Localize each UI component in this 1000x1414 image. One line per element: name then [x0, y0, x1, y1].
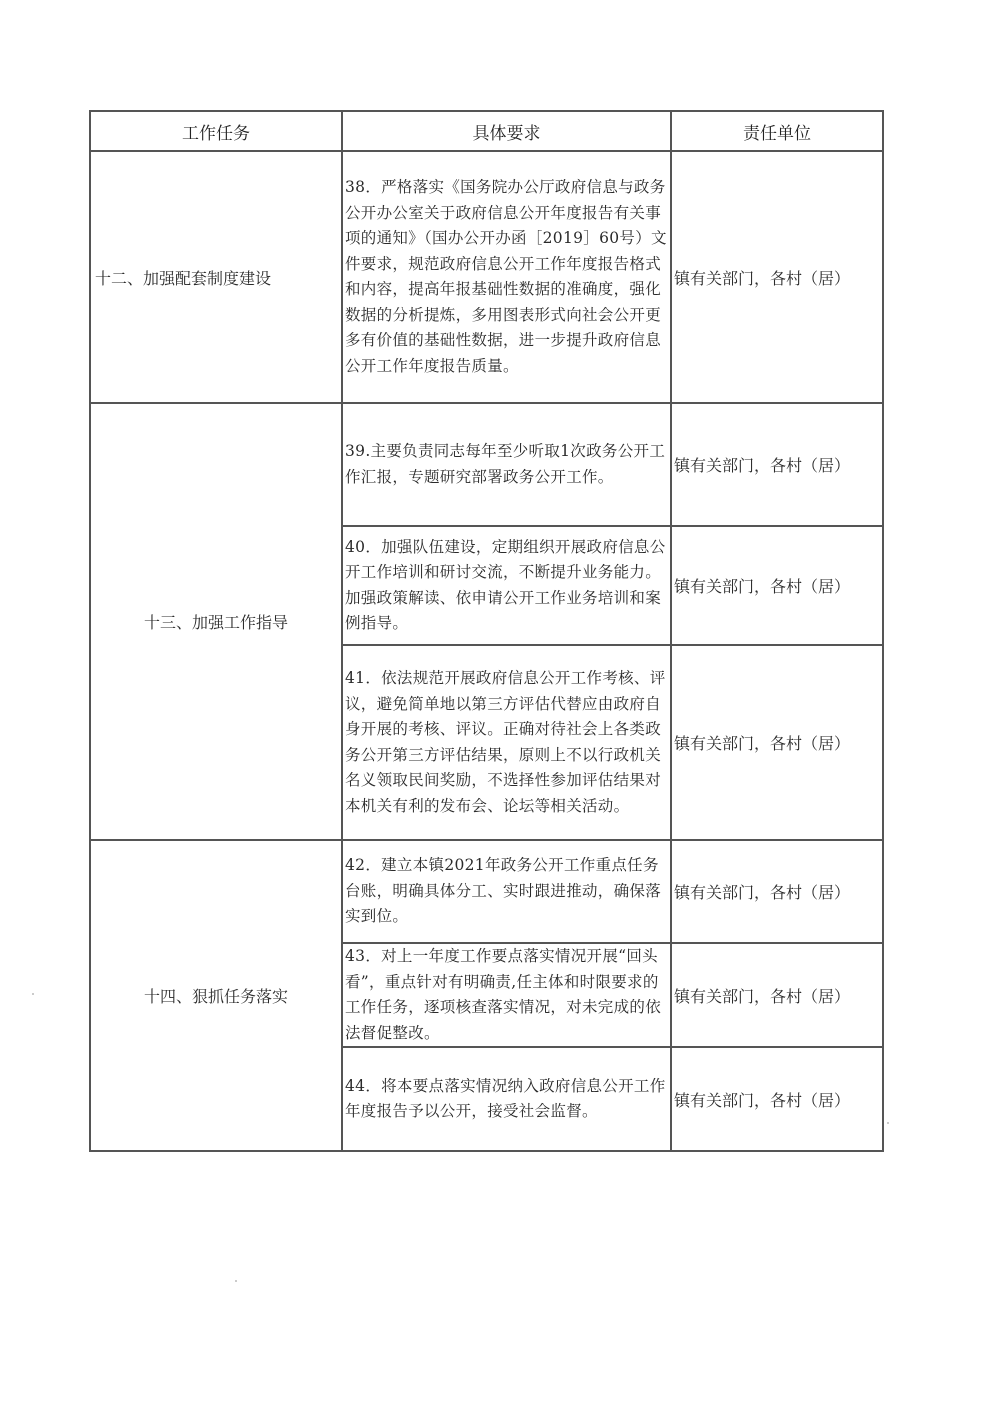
unit-cell: 镇有关部门，各村（居）	[671, 526, 883, 645]
task-cell: 十二、加强配套制度建设	[90, 151, 342, 403]
table-header-row	[90, 111, 883, 151]
table-row	[90, 840, 883, 943]
unit-cell: 镇有关部门，各村（居）	[671, 645, 883, 840]
unit-cell: 镇有关部门，各村（居）	[671, 151, 883, 403]
requirement-cell: 39.主要负责同志每年至少听取1次政务公开工作汇报，专题研究部署政务公开工作。	[342, 403, 671, 526]
scan-speck	[887, 1122, 889, 1124]
work-tasks-table	[89, 110, 884, 1152]
unit-cell: 镇有关部门，各村（居）	[671, 943, 883, 1047]
unit-cell: 镇有关部门，各村（居）	[671, 840, 883, 943]
scan-speck	[32, 993, 34, 995]
unit-cell: 镇有关部门，各村（居）	[671, 403, 883, 526]
requirement-cell: 42．建立本镇2021年政务公开工作重点任务台账，明确具体分工、实时跟进推动，确保落实到位。	[342, 840, 671, 943]
header-unit: 责任单位	[671, 111, 883, 151]
requirement-cell: 38．严格落实《国务院办公厅政府信息与政务公开办公室关于政府信息公开年度报告有关事项的通知》（国办公开办函［2019］60号）文件要求，规范政府信息公开工作年度报告格式和内容，提高年报基础性数据的准确度，强化数据的分析提炼，多用图表形式向社会公开更多有价值的基础性数据，进一步提升政府信息公开工作年度报告质量。	[342, 151, 671, 403]
task-cell: 十三、加强工作指导	[90, 403, 342, 840]
table-row	[90, 151, 883, 403]
requirement-cell: 40．加强队伍建设，定期组织开展政府信息公开工作培训和研讨交流，不断提升业务能力。加强政策解读、依申请公开工作业务培训和案例指导。	[342, 526, 671, 645]
table-row	[90, 403, 883, 526]
requirement-cell: 41．依法规范开展政府信息公开工作考核、评议，避免简单地以第三方评估代替应由政府自身开展的考核、评议。正确对待社会上各类政务公开第三方评估结果，原则上不以行政机关名义领取民间奖励，不选择性参加评估结果对本机关有利的发布会、论坛等相关活动。	[342, 645, 671, 840]
requirement-cell: 44．将本要点落实情况纳入政府信息公开工作年度报告予以公开，接受社会监督。	[342, 1047, 671, 1151]
header-requirement: 具体要求	[342, 111, 671, 151]
task-cell: 十四、狠抓任务落实	[90, 840, 342, 1151]
unit-cell: 镇有关部门，各村（居）	[671, 1047, 883, 1151]
requirement-cell: 43．对上一年度工作要点落实情况开展“回头看”，重点针对有明确责,任主体和时限要求的工作任务，逐项核查落实情况，对未完成的依法督促整改。	[342, 943, 671, 1047]
header-task: 工作任务	[90, 111, 342, 151]
scan-speck	[235, 1280, 237, 1282]
